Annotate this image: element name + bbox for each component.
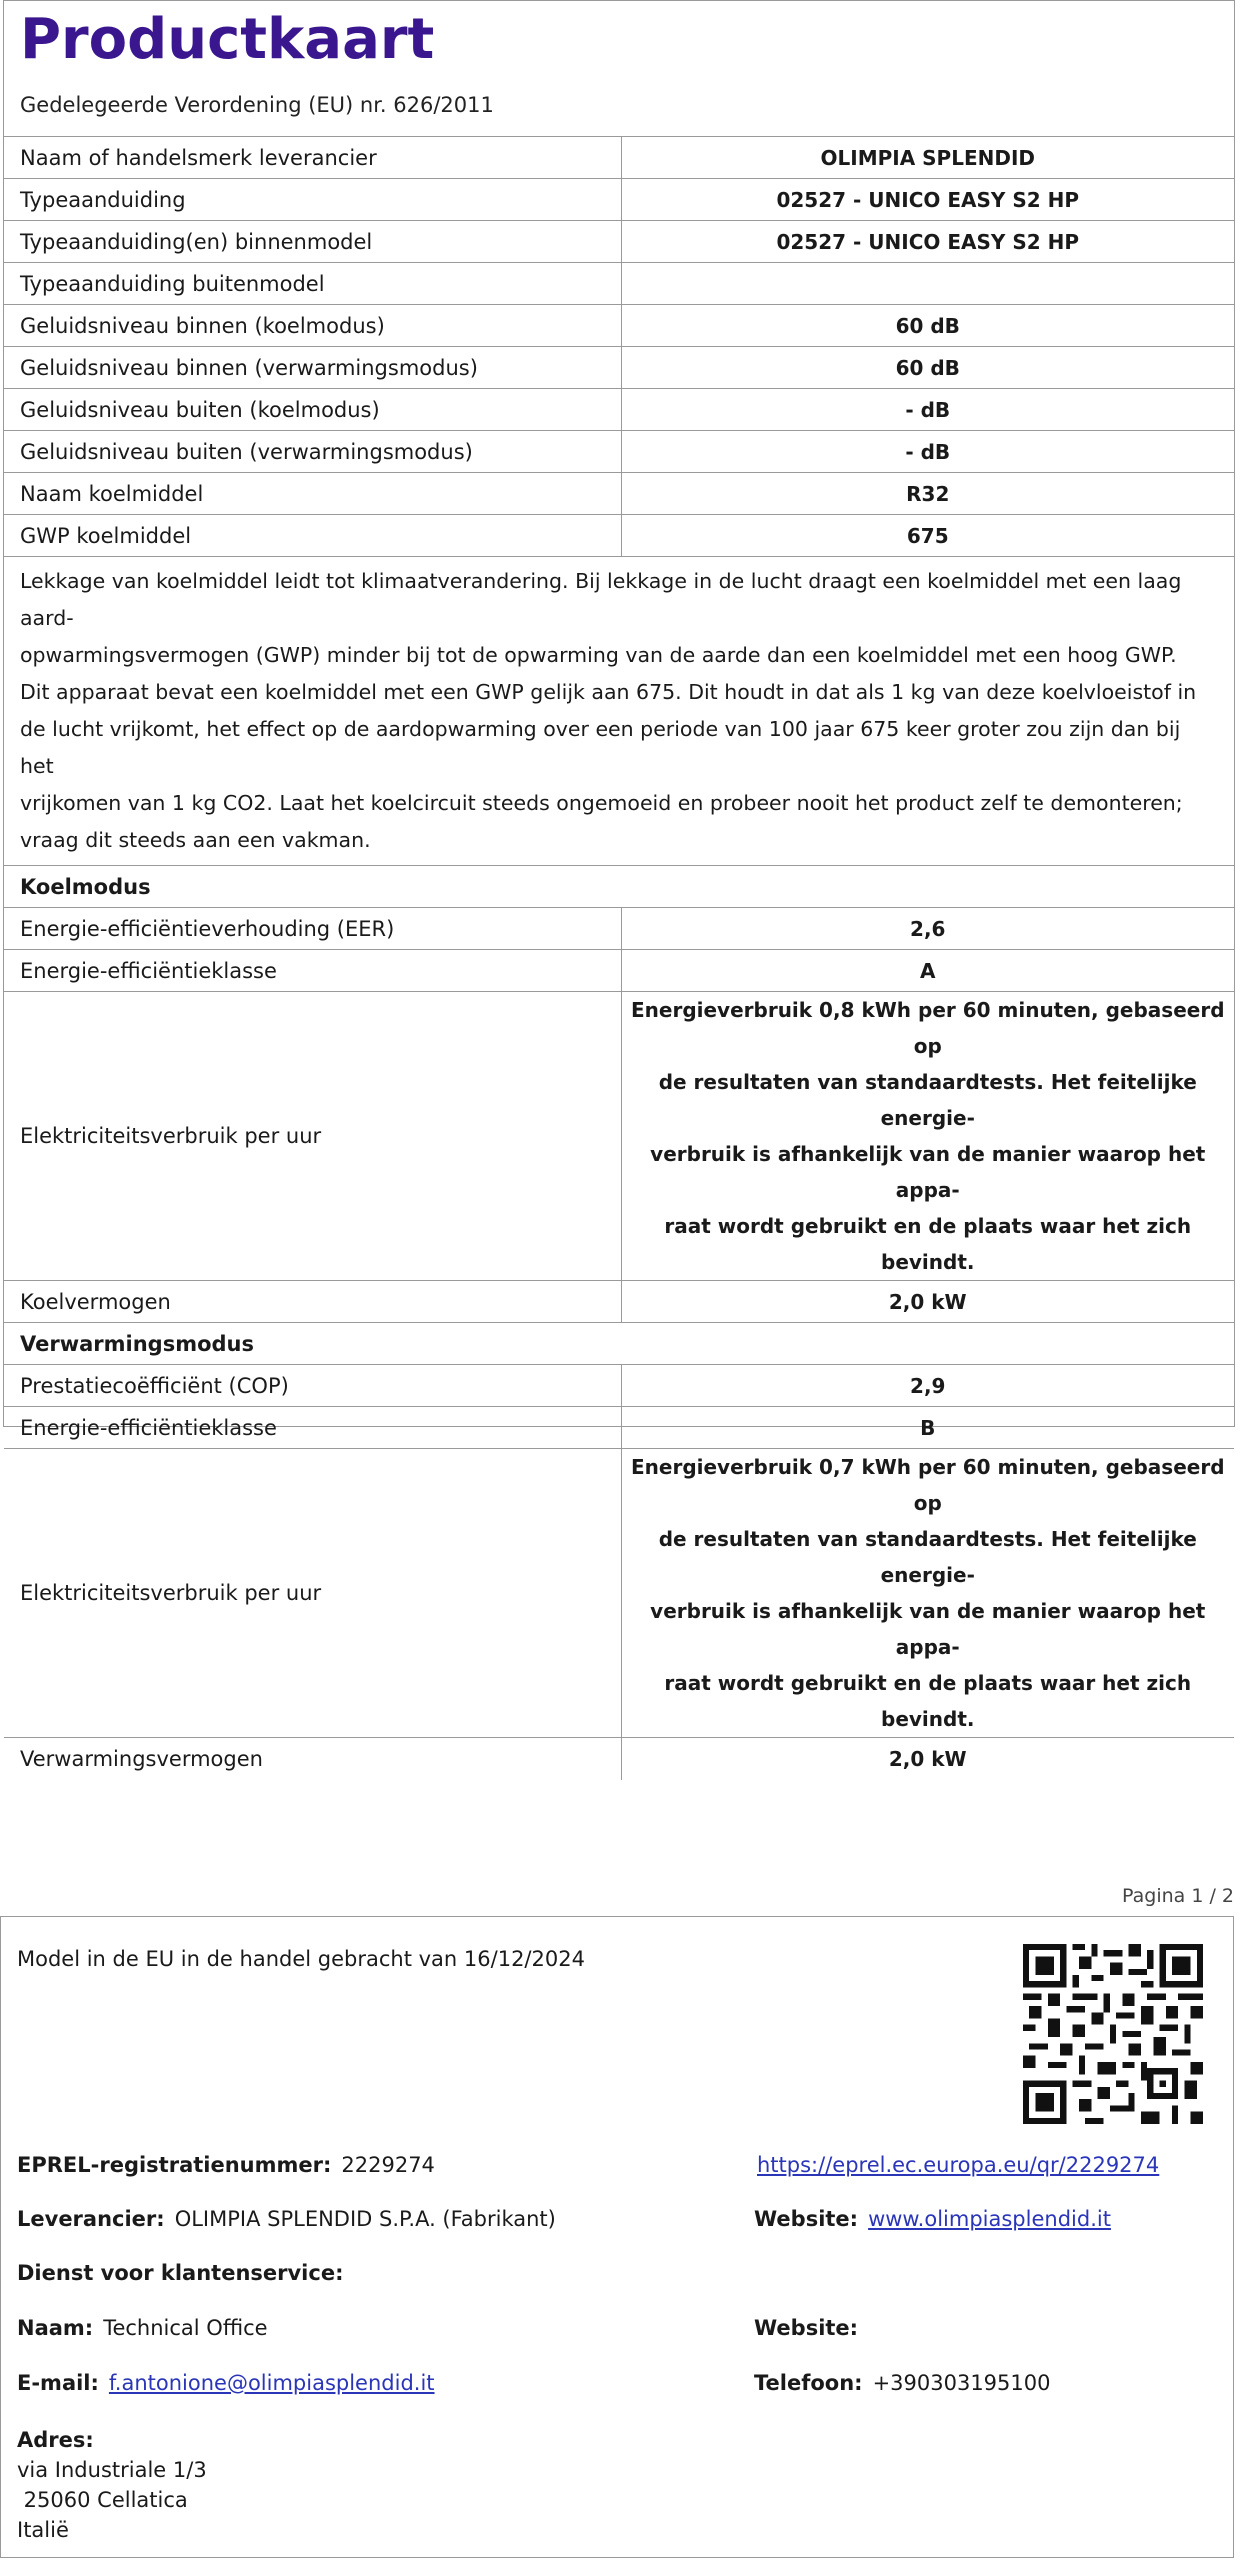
eprel-label: EPREL-registratienummer: [17, 2153, 332, 2177]
table-row [4, 179, 1234, 221]
table-row [4, 1407, 1234, 1449]
row-value: 2,6 [621, 908, 1234, 950]
row-value: R32 [621, 473, 1234, 515]
row-label: Geluidsniveau buiten (koelmodus) [4, 389, 621, 431]
section-row [4, 1323, 1234, 1365]
address-label: Adres: [17, 2428, 94, 2452]
table-row [4, 473, 1234, 515]
note-line: vraag dit steeds aan een vakman. [20, 828, 371, 852]
table-row [4, 908, 1234, 950]
row-label: GWP koelmiddel [4, 515, 621, 557]
table-row [4, 515, 1234, 557]
table-row [4, 1738, 1234, 1780]
page-title: Productkaart [20, 7, 435, 72]
refrigerant-note-row [4, 557, 1234, 866]
phone-value: +390303195100 [872, 2371, 1051, 2395]
note-line: de lucht vrijkomt, het effect op de aardopwarming over een periode van 100 jaar 675 keer groter zou zijn dan bij het [20, 717, 1181, 778]
table-row [4, 431, 1234, 473]
row-value: - dB [621, 431, 1234, 473]
email-link[interactable]: f.antonione@olimpiasplendid.it [108, 2371, 435, 2395]
eprel-value: 2229274 [341, 2153, 435, 2177]
row-value [621, 992, 1234, 1281]
row-value: 2,9 [621, 1365, 1234, 1407]
product-card [3, 0, 1235, 1771]
consumption-line: raat wordt gebruikt en de plaats waar het zich bevindt. [664, 1214, 1192, 1274]
service-email [17, 2371, 435, 2395]
table-row [4, 263, 1234, 305]
section-row [4, 866, 1234, 908]
table-row [4, 221, 1234, 263]
consumption-line: Energieverbruik 0,7 kWh per 60 minuten, gebaseerd op [630, 1455, 1225, 1515]
row-value: A [621, 950, 1234, 992]
note-line: Dit apparaat bevat een koelmiddel met een GWP gelijk aan 675. Dit houdt in dat als 1 kg van deze koelvloeistof in [20, 680, 1197, 704]
table-row [4, 992, 1234, 1281]
table-row [4, 1281, 1234, 1323]
row-value: 2,0 kW [621, 1738, 1234, 1780]
eprel-footer [0, 1916, 1234, 2558]
address-line: 25060 Cellatica [17, 2488, 188, 2512]
section-heading-cooling: Koelmodus [4, 866, 1234, 908]
row-label: Verwarmingsvermogen [4, 1738, 621, 1780]
note-line: vrijkomen van 1 kg CO2. Laat het koelcircuit steeds ongemoeid en probeer nooit het product zelf te demonteren; [20, 791, 1183, 815]
service-name [17, 2316, 268, 2340]
row-label: Typeaanduiding buitenmodel [4, 263, 621, 305]
row-label: Geluidsniveau binnen (koelmodus) [4, 305, 621, 347]
consumption-line: de resultaten van standaardtests. Het feitelijke energie- [658, 1527, 1197, 1587]
row-label: Energie-efficiëntieklasse [4, 950, 621, 992]
table-row [4, 389, 1234, 431]
service-website [754, 2316, 868, 2340]
row-value: 2,0 kW [621, 1281, 1234, 1323]
website-label: Website: [754, 2207, 859, 2231]
service-heading [17, 2261, 353, 2285]
table-row [4, 347, 1234, 389]
email-label: E-mail: [17, 2371, 99, 2395]
table-row [4, 305, 1234, 347]
row-label: Prestatiecoëfficiënt (COP) [4, 1365, 621, 1407]
note-line: Lekkage van koelmiddel leidt tot klimaatverandering. Bij lekkage in de lucht draagt een koelmiddel met een laag aard- [20, 569, 1182, 630]
spec-table [4, 136, 1234, 1780]
market-date: Model in de EU in de handel gebracht van 16/12/2024 [17, 1947, 585, 1971]
row-value: B [621, 1407, 1234, 1449]
consumption-line: raat wordt gebruikt en de plaats waar het zich bevindt. [664, 1671, 1192, 1731]
row-label: Energie-efficiëntieklasse [4, 1407, 621, 1449]
row-label: Koelvermogen [4, 1281, 621, 1323]
section-heading-heating: Verwarmingsmodus [4, 1323, 1234, 1365]
refrigerant-note [4, 557, 1234, 866]
row-label: Geluidsniveau binnen (verwarmingsmodus) [4, 347, 621, 389]
service-website-label: Website: [754, 2316, 859, 2340]
eprel-link[interactable]: https://eprel.ec.europa.eu/qr/2229274 [757, 2153, 1160, 2177]
row-label: Elektriciteitsverbruik per uur [4, 1449, 621, 1738]
name-label: Naam: [17, 2316, 94, 2340]
row-label: Geluidsniveau buiten (verwarmingsmodus) [4, 431, 621, 473]
consumption-line: verbruik is afhankelijk van de manier waarop het appa- [650, 1599, 1206, 1659]
row-value [621, 1449, 1234, 1738]
row-label: Energie-efficiëntieverhouding (EER) [4, 908, 621, 950]
row-value: 60 dB [621, 305, 1234, 347]
row-value: 60 dB [621, 347, 1234, 389]
service-heading-text: Dienst voor klantenservice: [17, 2261, 344, 2285]
service-phone [754, 2371, 1051, 2395]
row-label: Typeaanduiding(en) binnenmodel [4, 221, 621, 263]
phone-label: Telefoon: [754, 2371, 863, 2395]
row-label: Naam koelmiddel [4, 473, 621, 515]
page-number: Pagina 1 / 2 [1122, 1885, 1234, 1907]
qr-code-icon [1023, 1944, 1203, 2124]
consumption-line: de resultaten van standaardtests. Het feitelijke energie- [658, 1070, 1197, 1130]
address-line: Italië [17, 2518, 69, 2542]
note-line: opwarmingsvermogen (GWP) minder bij tot de opwarming van de aarde dan een koelmiddel met een hoog GWP. [20, 643, 1177, 667]
row-label: Naam of handelsmerk leverancier [4, 137, 621, 179]
supplier-website [754, 2207, 1111, 2231]
website-link[interactable]: www.olimpiasplendid.it [868, 2207, 1111, 2231]
consumption-line: verbruik is afhankelijk van de manier waarop het appa- [650, 1142, 1206, 1202]
row-value: - dB [621, 389, 1234, 431]
table-row [4, 137, 1234, 179]
eprel-number [17, 2153, 435, 2177]
supplier-value: OLIMPIA SPLENDID S.P.A. (Fabrikant) [174, 2207, 556, 2231]
consumption-line: Energieverbruik 0,8 kWh per 60 minuten, gebaseerd op [630, 998, 1225, 1058]
row-value: OLIMPIA SPLENDID [621, 137, 1234, 179]
table-row [4, 1449, 1234, 1738]
row-value: 675 [621, 515, 1234, 557]
supplier [17, 2207, 556, 2231]
regulation-subtitle: Gedelegeerde Verordening (EU) nr. 626/2011 [20, 93, 494, 117]
row-value [621, 263, 1234, 305]
row-value: 02527 - UNICO EASY S2 HP [621, 179, 1234, 221]
table-row [4, 950, 1234, 992]
table-row [4, 1365, 1234, 1407]
row-label: Typeaanduiding [4, 179, 621, 221]
service-address [17, 2425, 207, 2545]
address-line: via Industriale 1/3 [17, 2458, 207, 2482]
row-value: 02527 - UNICO EASY S2 HP [621, 221, 1234, 263]
supplier-label: Leverancier: [17, 2207, 165, 2231]
name-value: Technical Office [103, 2316, 268, 2340]
row-label: Elektriciteitsverbruik per uur [4, 992, 621, 1281]
